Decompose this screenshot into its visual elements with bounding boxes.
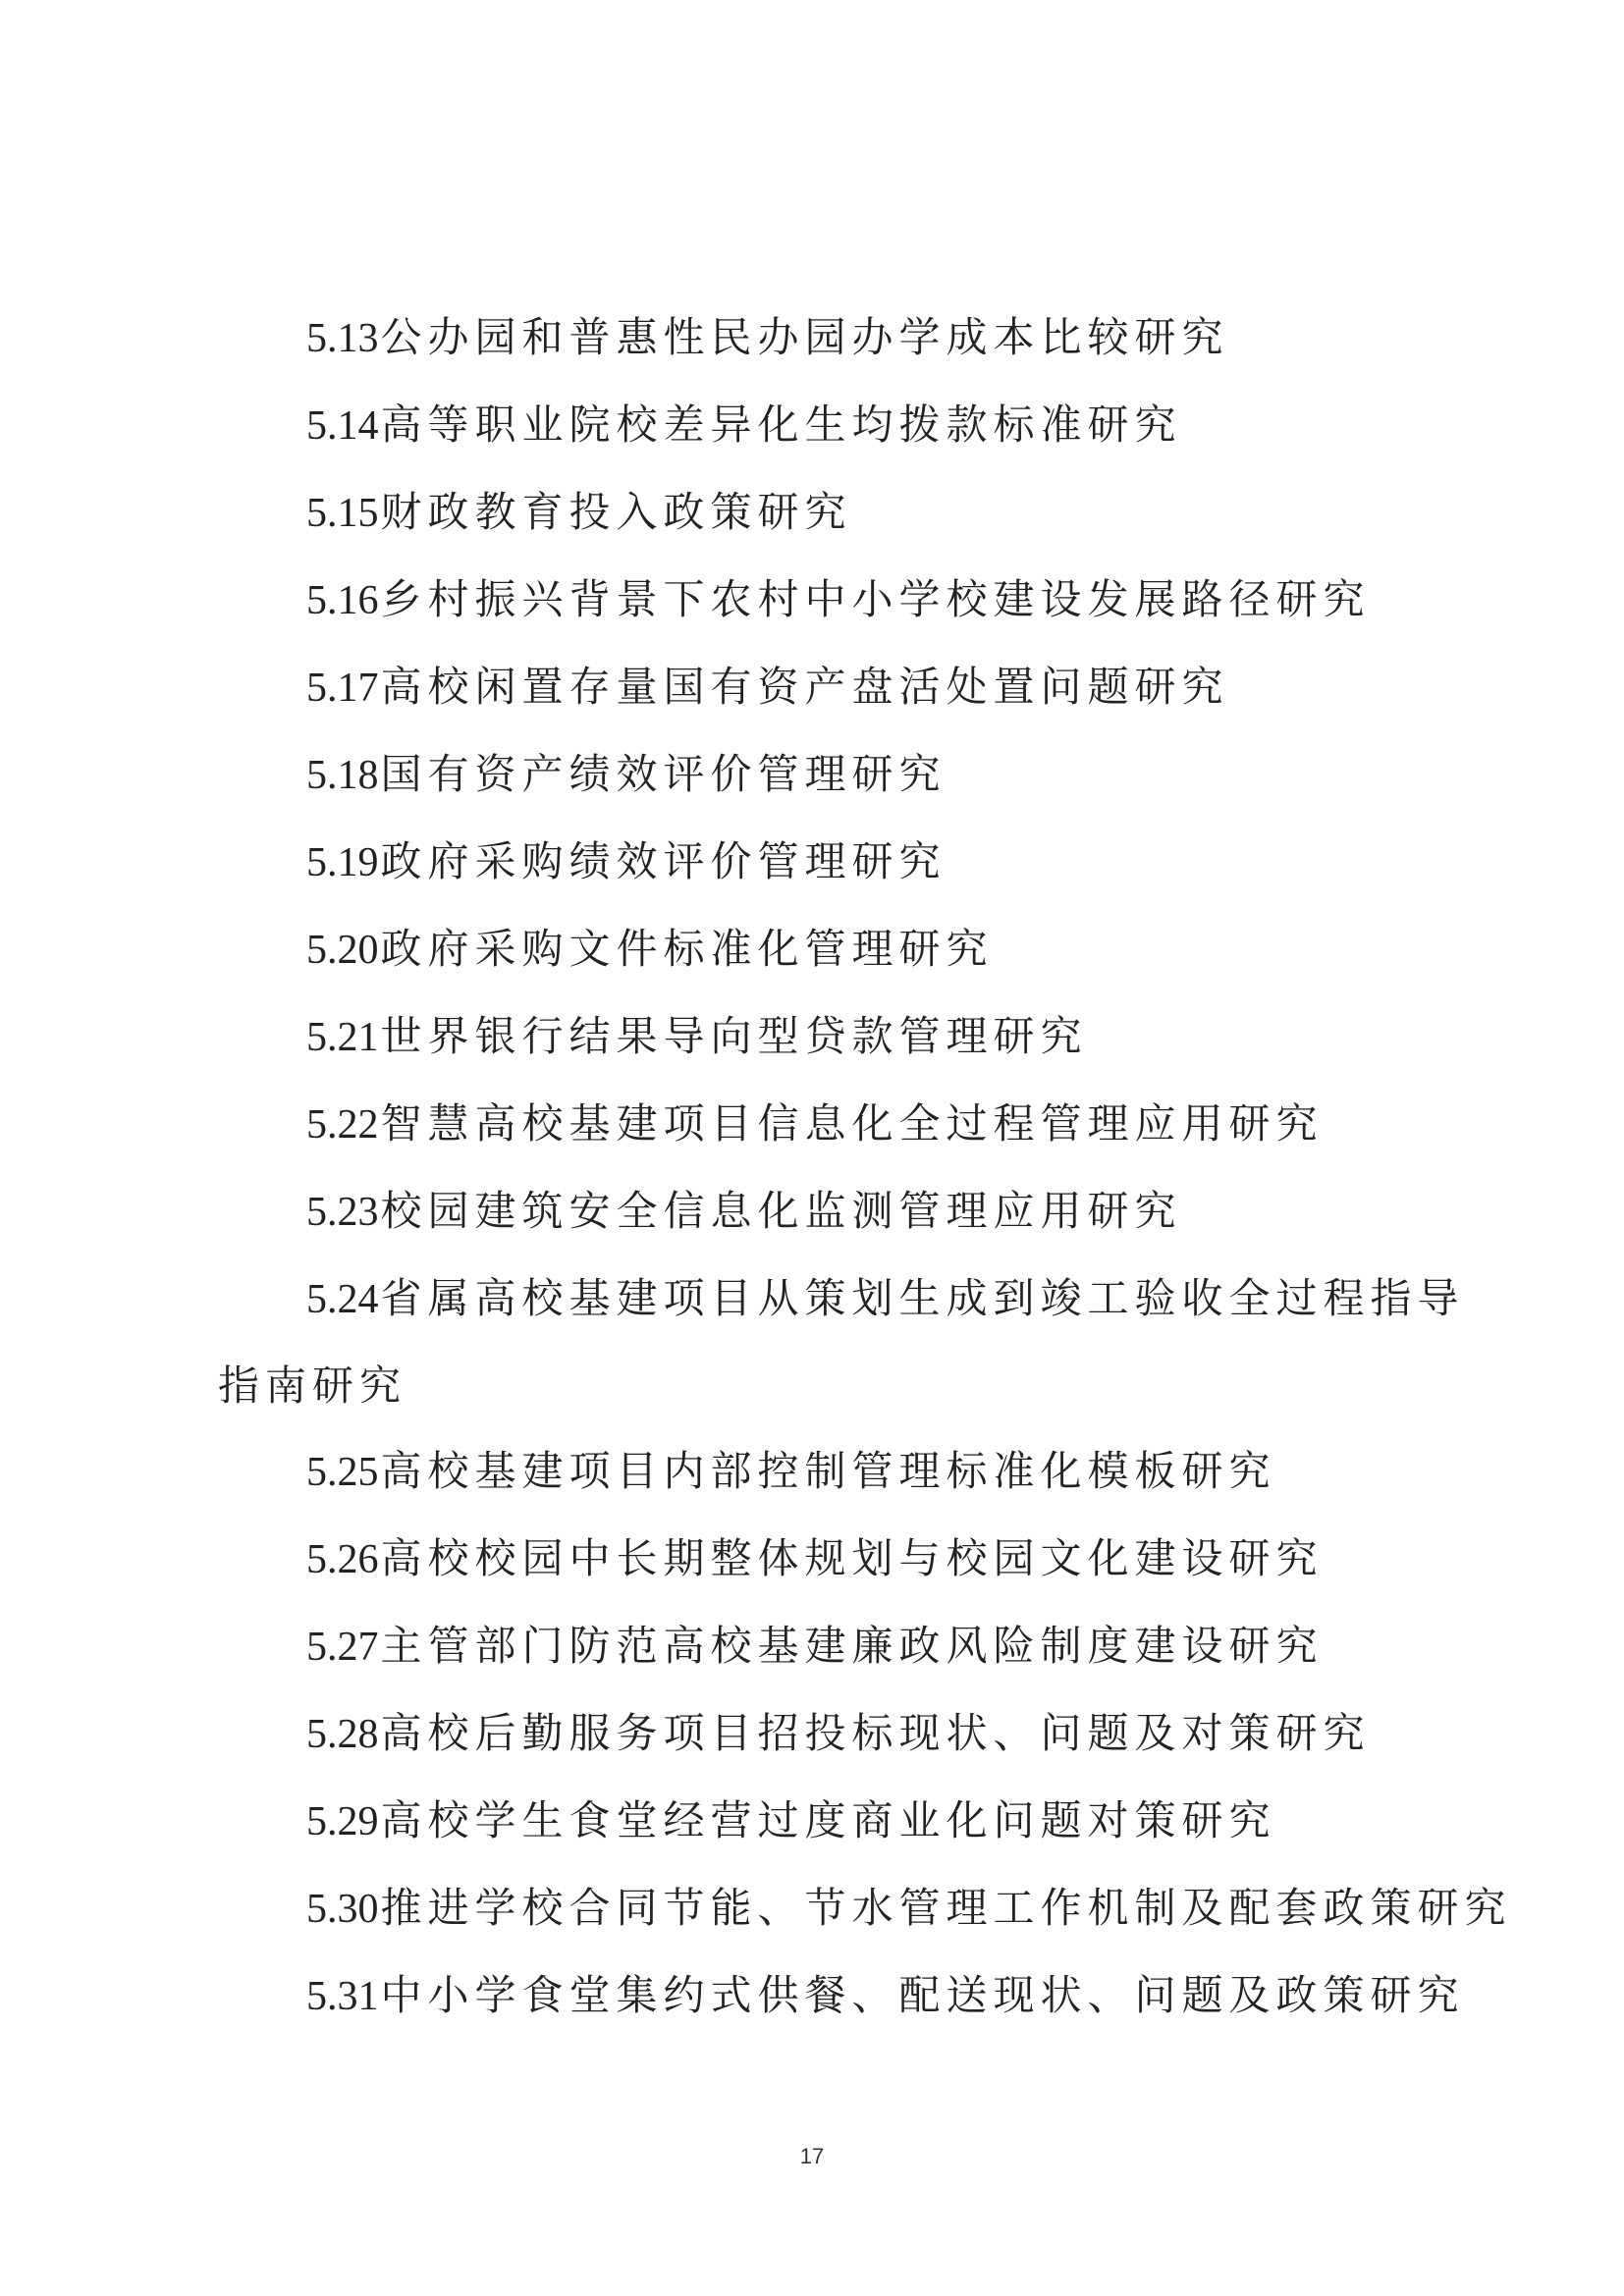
topic-5-20 [0,906,1624,993]
topic-number: 5.26 [306,1537,379,1582]
topic-text: 省属高校基建项目从策划生成到竣工验收全过程指导 [380,1274,1465,1322]
topic-text: 政府采购文件标准化管理研究 [380,925,994,973]
topic-text: 国有资产绩效评价管理研究 [380,750,947,798]
topic-number: 5.22 [306,1102,379,1148]
topic-number: 5.21 [306,1015,379,1060]
topic-5-28 [0,1690,1624,1778]
topic-text: 世界银行结果导向型贷款管理研究 [380,1012,1088,1060]
topic-number: 5.19 [306,840,379,885]
topic-number: 5.31 [306,1974,379,2019]
topic-number: 5.13 [306,316,379,361]
topic-5-29 [0,1778,1624,1865]
topic-5-14 [0,382,1624,469]
topic-5-16 [0,557,1624,644]
topic-number: 5.20 [306,928,379,973]
topic-5-18 [0,731,1624,819]
page-number: 17 [799,2144,825,2168]
topic-number: 5.28 [306,1712,379,1757]
topic-text: 高校学生食堂经营过度商业化问题对策研究 [380,1796,1276,1844]
topic-number: 5.18 [306,753,379,798]
topic-text: 高校校园中长期整体规划与校园文化建设研究 [380,1534,1324,1582]
topic-number: 5.25 [306,1450,379,1495]
topic-text: 智慧高校基建项目信息化全过程管理应用研究 [380,1099,1324,1148]
topic-text: 政府采购绩效评价管理研究 [380,837,947,885]
topic-number: 5.23 [306,1190,379,1235]
topic-text: 推进学校合同节能、节水管理工作机制及配套政策研究 [380,1884,1512,1932]
topic-number: 5.30 [306,1887,379,1932]
topic-5-19 [0,819,1624,906]
topic-text: 中小学食堂集约式供餐、配送现状、问题及政策研究 [380,1971,1465,2019]
topic-number: 5.14 [306,403,379,449]
topic-number: 5.16 [306,578,379,623]
topic-5-30 [0,1865,1624,1952]
topic-5-23 [0,1168,1624,1255]
topic-number: 5.29 [306,1799,379,1844]
topic-text: 校园建筑安全信息化监测管理应用研究 [380,1187,1182,1235]
topic-number: 5.17 [306,666,379,711]
topic-continuation: 指南研究 [218,1362,407,1410]
topic-text: 高等职业院校差异化生均拨款标准研究 [380,400,1182,449]
topic-text: 高校闲置存量国有资产盘活处置问题研究 [380,663,1229,711]
research-topic-list [0,294,1624,2040]
topic-5-26 [0,1516,1624,1603]
topic-number: 5.24 [306,1277,379,1322]
topic-5-25 [0,1428,1624,1516]
topic-5-13 [0,294,1624,382]
topic-5-22 [0,1081,1624,1168]
topic-text: 高校基建项目内部控制管理标准化模板研究 [380,1447,1276,1495]
topic-5-21 [0,993,1624,1081]
topic-text: 财政教育投入政策研究 [380,488,852,536]
topic-5-15 [0,469,1624,557]
topic-first-line [306,1255,1465,1343]
topic-number: 5.27 [306,1625,379,1670]
topic-5-17 [0,644,1624,731]
topic-5-31 [0,1952,1624,2040]
topic-text: 乡村振兴背景下农村中小学校建设发展路径研究 [380,575,1371,623]
topic-text: 高校后勤服务项目招投标现状、问题及对策研究 [380,1709,1371,1757]
topic-text: 公办园和普惠性民办园办学成本比较研究 [380,313,1229,361]
topic-5-24 [0,1255,1624,1428]
topic-5-27 [0,1603,1624,1690]
topic-number: 5.15 [306,491,379,536]
topic-text: 主管部门防范高校基建廉政风险制度建设研究 [380,1622,1324,1670]
